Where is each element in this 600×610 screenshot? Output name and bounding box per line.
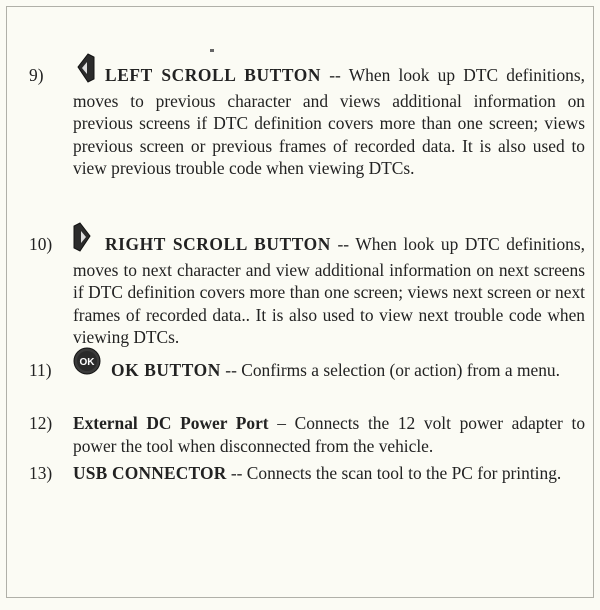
item-number: 11): [29, 360, 52, 380]
ok-button-icon: [73, 347, 101, 381]
manual-page: [6, 6, 594, 598]
list-item-ok-button: [29, 359, 585, 382]
item-separator: --: [321, 65, 349, 85]
item-description: Confirms a selection (or action) from a menu.: [241, 360, 560, 380]
item-separator: --: [330, 234, 356, 254]
item-number: 13): [29, 463, 53, 483]
item-number: 10): [29, 234, 53, 254]
item-title: USB CONNECTOR: [73, 463, 227, 483]
item-title: External DC Power Port: [73, 413, 269, 433]
item-title: LEFT SCROLL BUTTON: [105, 65, 322, 85]
item-separator: –: [268, 413, 295, 433]
item-description: When look up DTC definitions, moves to next character and view additional information on next screens if DTC definition covers more than one screen; views next screen or next frames of recorded data.. It is also used to view next trouble code when viewing DTCs.: [73, 234, 585, 347]
item-title: OK BUTTON: [111, 360, 221, 380]
item-separator: --: [220, 360, 242, 380]
item-description: Connects the 12 volt power adapter to power the tool when disconnected from the vehicle.: [73, 413, 586, 456]
item-description: Connects the scan tool to the PC for printing.: [246, 463, 562, 483]
item-number: 9): [29, 65, 44, 85]
ok-icon-label: OK: [79, 357, 95, 368]
right-scroll-button-icon: [73, 221, 95, 259]
list-item-dc-power-port: [29, 412, 585, 457]
item-number: 12): [29, 413, 53, 433]
item-description: When look up DTC definitions, moves to previous character and views additional information on previous screens if DTC definition covers more than one screen; views previous screen or previous frames of recorded data. It is also used to view previous trouble code when viewing DTCs.: [73, 65, 585, 178]
list-item-usb-connector: [29, 462, 585, 485]
list-item-left-scroll-button: [29, 64, 585, 180]
list-item-right-scroll-button: [29, 233, 585, 349]
item-title: RIGHT SCROLL BUTTON: [105, 234, 331, 254]
left-scroll-button-icon: [73, 52, 95, 90]
cut-off-text-mark: [210, 49, 214, 52]
item-separator: --: [226, 463, 247, 483]
